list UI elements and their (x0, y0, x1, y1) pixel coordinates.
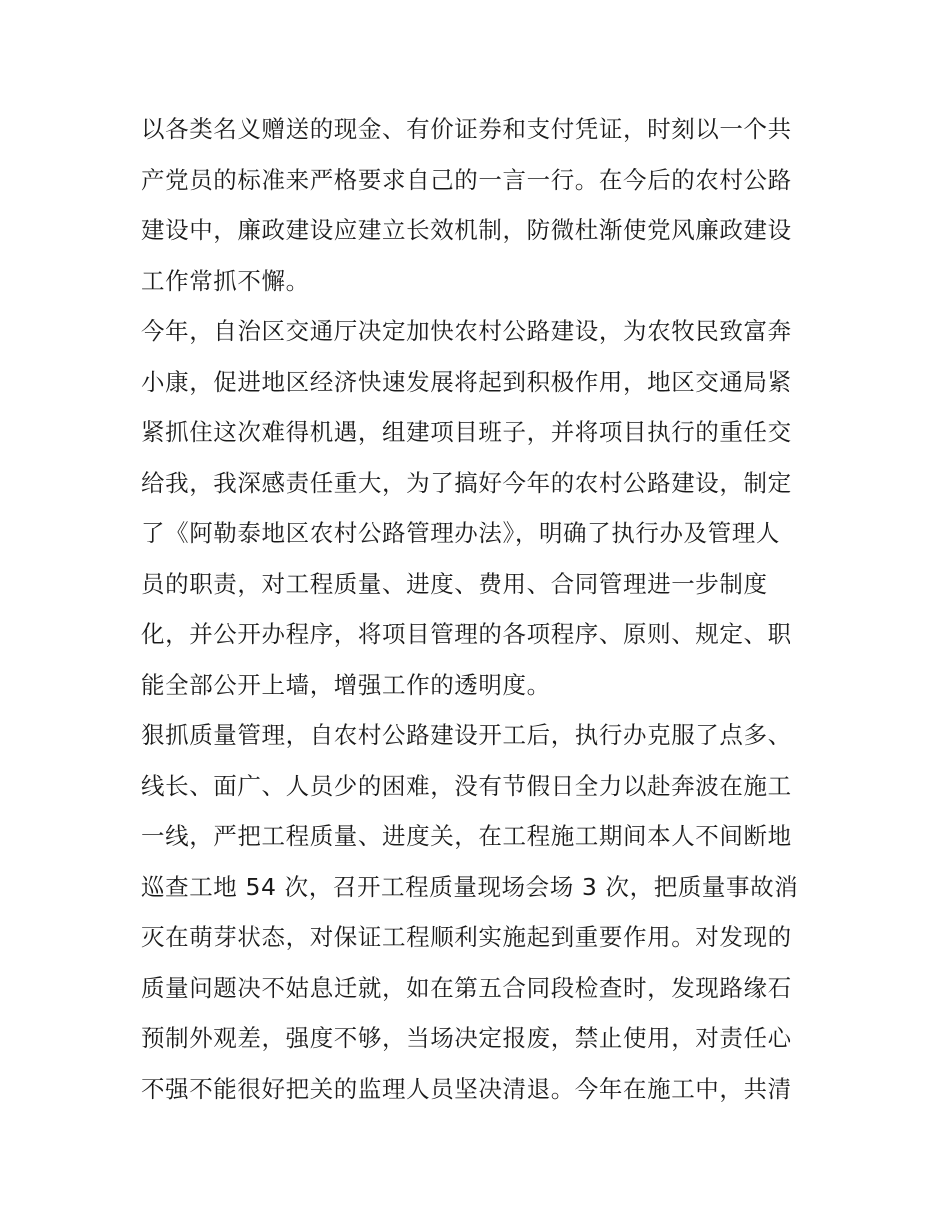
text-line: 能全部公开上墙，增强工作的透明度。 (141, 670, 551, 699)
text-line: 工作常抓不懈。 (141, 266, 310, 295)
text-line: 狠抓质量管理，自农村公路建设开工后，执行办克服了点多、 (141, 721, 792, 749)
body-text (141, 104, 821, 1114)
text-line: 线长、面广、人员少的困难，没有节假日全力以赴奔波在施工 (141, 771, 792, 800)
text-line: 化，并公开办程序，将项目管理的各项程序、原则、规定、职 (141, 620, 792, 648)
text-line: 了《阿勒泰地区农村公路管理办法》，明确了执行办及管理人 (141, 519, 780, 547)
text-line: 质量问题决不姑息迁就，如在第五合同段检查时，发现路缘石 (141, 973, 792, 1002)
text-line: 给我，我深感责任重大，为了搞好今年的农村公路建设，制定 (141, 468, 792, 497)
text-line: 预制外观差，强度不够，当场决定报废，禁止使用，对责任心 (141, 1024, 792, 1052)
text-line: 巡查工地 54 次，召开工程质量现场会场 3 次，把质量事故消 (141, 872, 799, 901)
text-line: 今年，自治区交通厅决定加快农村公路建设，为农牧民致富奔 (141, 317, 792, 345)
text-line: 产党员的标准来严格要求自己的一言一行。在今后的农村公路 (141, 165, 792, 194)
text-line: 以各类名义赠送的现金、有价证券和支付凭证，时刻以一个共 (141, 115, 792, 143)
text-line: 灭在萌芽状态，对保证工程顺利实施起到重要作用。对发现的 (141, 923, 792, 951)
text-line: 建设中，廉政建设应建立长效机制，防微杜渐使党风廉政建设 (141, 216, 792, 244)
text-line: 一线，严把工程质量、进度关，在工程施工期间本人不间断地 (141, 822, 792, 850)
text-line: 不强不能很好把关的监理人员坚决清退。今年在施工中，共清 (141, 1074, 792, 1103)
text-line: 小康，促进地区经济快速发展将起到积极作用，地区交通局紧 (141, 367, 792, 396)
text-line: 员的职责，对工程质量、进度、费用、合同管理进一步制度 (141, 569, 768, 598)
text-line: 紧抓住这次难得机遇，组建项目班子，并将项目执行的重任交 (141, 418, 792, 446)
